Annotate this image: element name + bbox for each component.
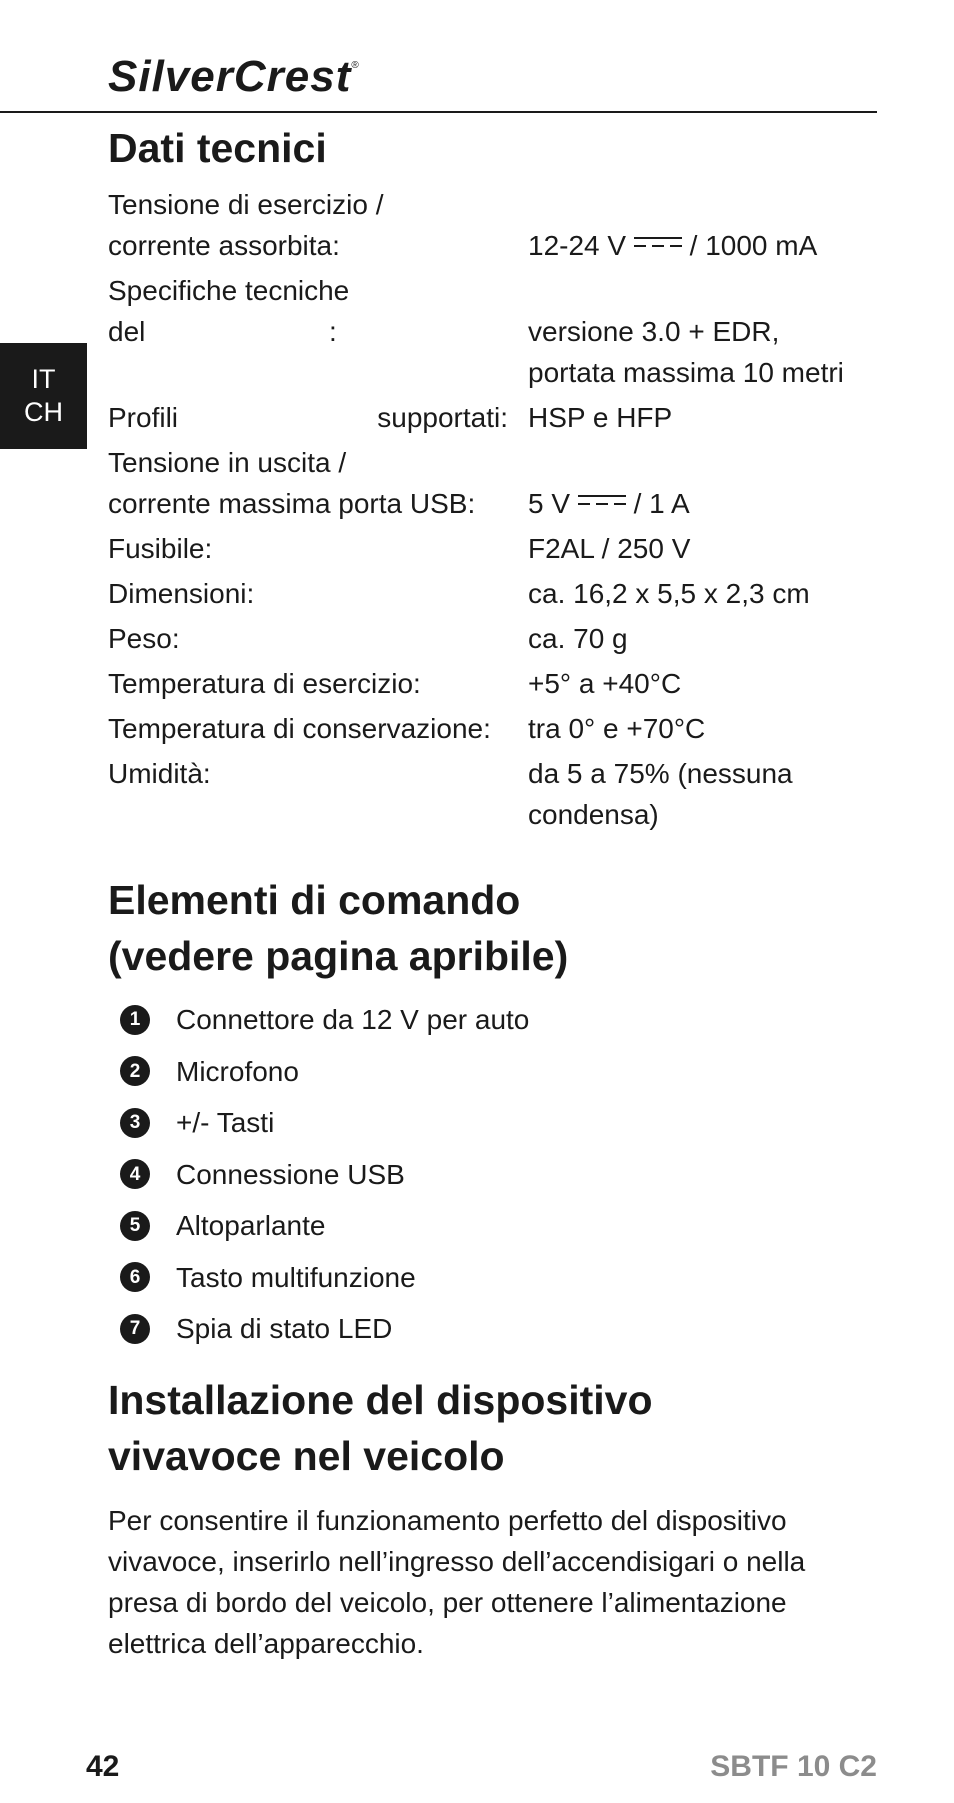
list-item-label: Altoparlante xyxy=(176,1210,326,1241)
spec-key: Peso: xyxy=(108,623,180,654)
number-badge: 3 xyxy=(120,1108,150,1138)
header-rule xyxy=(0,111,877,113)
spec-row xyxy=(108,663,878,704)
number-badge: 6 xyxy=(120,1262,150,1292)
page-number: 42 xyxy=(86,1750,120,1783)
spec-table xyxy=(108,184,878,839)
registered-mark: ® xyxy=(351,60,360,71)
list-item-label: Connettore da 12 V per auto xyxy=(176,1004,530,1035)
section-title-tech: Dati tecnici xyxy=(108,125,327,171)
number-badge: 4 xyxy=(120,1159,150,1189)
list-item xyxy=(120,1200,529,1252)
spec-key: Temperatura di conservazione: xyxy=(108,713,491,744)
list-item xyxy=(120,1149,529,1201)
spec-value: F2AL / 250 V xyxy=(528,533,691,564)
controls-list xyxy=(120,994,529,1355)
list-item xyxy=(120,1046,529,1098)
spec-key: Temperatura di esercizio: xyxy=(108,668,421,699)
language-tab xyxy=(0,343,87,449)
spec-key: Tensione in uscita / xyxy=(108,447,347,478)
list-item xyxy=(120,994,529,1046)
spec-key: del xyxy=(108,316,146,347)
spec-value: +5° a +40°C xyxy=(528,668,682,699)
spec-row xyxy=(108,618,878,659)
dc-symbol-icon xyxy=(578,495,626,509)
spec-value: versione 3.0 + EDR, xyxy=(528,316,780,347)
spec-row xyxy=(108,708,878,749)
spec-key: corrente massima porta USB: xyxy=(108,488,476,519)
spec-value: da 5 a 75% (nessuna xyxy=(528,758,793,789)
spec-value: ca. 16,2 x 5,5 x 2,3 cm xyxy=(528,578,810,609)
dc-symbol-icon xyxy=(634,237,682,251)
model-code: SBTF 10 C2 xyxy=(710,1750,877,1783)
spec-key: Specifiche tecniche xyxy=(108,275,350,306)
spec-key: Dimensioni: xyxy=(108,578,255,609)
list-item xyxy=(120,1252,529,1304)
spec-key: Fusibile: xyxy=(108,533,213,564)
number-badge: 2 xyxy=(120,1056,150,1086)
list-item-label: Spia di stato LED xyxy=(176,1313,393,1344)
spec-value: HSP e HFP xyxy=(528,402,673,433)
spec-value: 5 V / 1 A xyxy=(528,488,690,519)
spec-key: Tensione di esercizio / xyxy=(108,189,384,220)
spec-key: supportati: xyxy=(377,402,508,433)
spec-row xyxy=(108,442,878,524)
brand-logo-text: SilverCrest xyxy=(108,52,352,101)
list-item-label: Tasto multifunzione xyxy=(176,1261,416,1293)
spec-row xyxy=(108,397,878,438)
spec-key: Umidità: xyxy=(108,758,211,789)
spec-value: ca. 70 g xyxy=(528,623,628,654)
list-item xyxy=(120,1097,529,1149)
spec-value: tra 0° e +70°C xyxy=(528,713,706,744)
spec-value: 12-24 V / 1000 mA xyxy=(528,230,818,261)
spec-key: Profili xyxy=(108,402,179,433)
spec-row xyxy=(108,573,878,614)
language-code-ch: CH xyxy=(24,397,63,427)
spec-key: : xyxy=(329,316,337,347)
spec-row xyxy=(108,270,878,393)
language-code-it: IT xyxy=(31,364,56,394)
spec-value: condensa) xyxy=(528,799,659,830)
spec-row xyxy=(108,528,878,569)
spec-row xyxy=(108,753,878,835)
list-item-label: Connessione USB xyxy=(176,1158,405,1190)
number-badge: 5 xyxy=(120,1211,150,1241)
install-paragraph: Per consentire il funzionamento perfetto del dispositivo vivavoce, inserirlo nell’ingresso dell’accendisigari o nella presa di bordo del veicolo, per ottenere l’alimentazione elettrica dell’apparecchio. xyxy=(108,1505,806,1659)
brand-logo xyxy=(108,52,360,102)
list-item-label: +/- Tasti xyxy=(176,1107,275,1138)
spec-key: corrente assorbita: xyxy=(108,230,340,261)
list-item xyxy=(120,1303,529,1355)
number-badge: 7 xyxy=(120,1314,150,1344)
spec-row xyxy=(108,184,878,266)
spec-value: portata massima 10 metri xyxy=(528,357,844,388)
number-badge: 1 xyxy=(120,1005,150,1035)
list-item-label: Microfono xyxy=(176,1055,299,1087)
section-title-controls: Elementi di comando (vedere pagina apribile) xyxy=(108,877,569,979)
section-title-install: Installazione del dispositivo vivavoce nel veicolo xyxy=(108,1377,653,1479)
